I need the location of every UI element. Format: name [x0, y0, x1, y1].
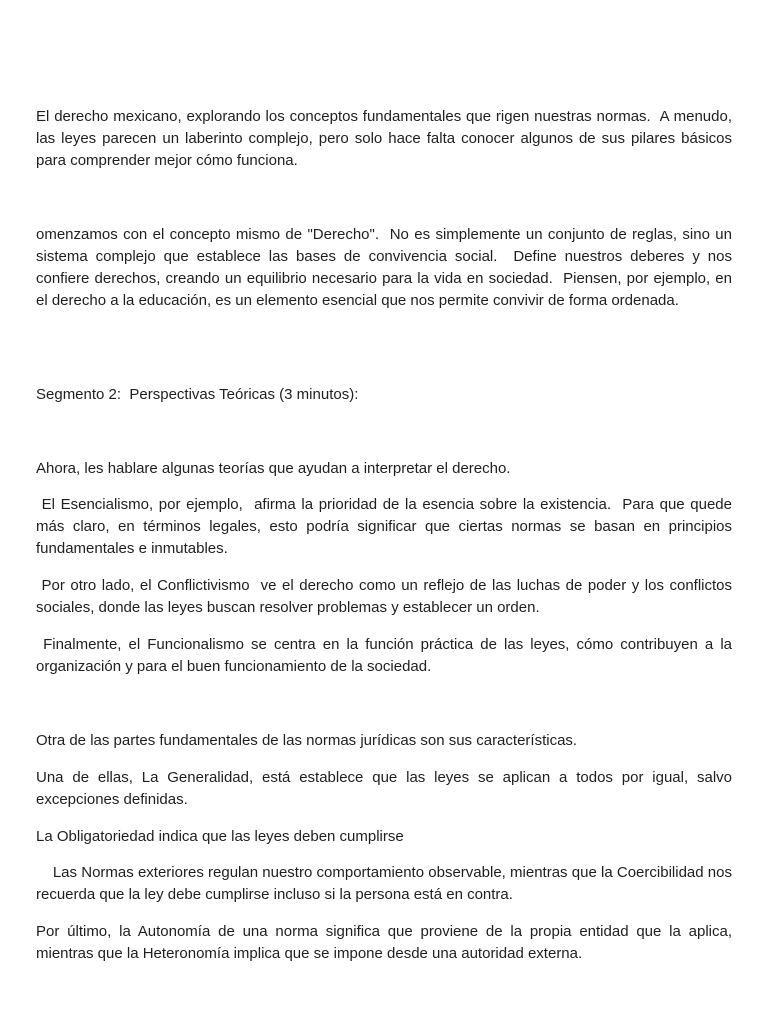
paragraph-conflictivismo: Por otro lado, el Conflictivismo ve el derecho como un reflejo de las luchas de poder y los conflictos sociales, donde las leyes buscan resolver problemas y establecer un orden.: [36, 577, 737, 616]
paragraph-autonomia-heteronomia: Por último, la Autonomía de una norma significa que proviene de la propia entidad que la aplica, mientras que la Heteronomía implica que se impone desde una autoridad externa.: [36, 923, 737, 962]
paragraph-derecho-concept: omenzamos con el concepto mismo de "Derecho". No es simplemente un conjunto de reglas, sino un sistema complejo que establece las bases de convivencia social. Define nuestros deberes y nos confiere derechos, creando un equilibrio necesario para la vida en sociedad. Piensen, por ejemplo, en el derecho a la educación, es un elemento esencial que nos permite convivir de forma ordenada.: [36, 226, 737, 309]
paragraph-teorias-intro: Ahora, les hablare algunas teorías que ayudan a interpretar el derecho.: [36, 460, 511, 477]
paragraph-intro: El derecho mexicano, explorando los conceptos fundamentales que rigen nuestras normas. A menudo, las leyes parecen un laberinto complejo, pero solo hace falta conocer algunos de sus pilares básicos para comprender mejor cómo funciona.: [36, 108, 737, 169]
paragraph-obligatoriedad: La Obligatoriedad indica que las leyes deben cumplirse: [36, 828, 404, 845]
paragraph-funcionalismo: Finalmente, el Funcionalismo se centra en la función práctica de las leyes, cómo contribuyen a la organización y para el buen funcionamiento de la sociedad.: [36, 636, 737, 675]
paragraph-exterioridad-coercibilidad: Las Normas exteriores regulan nuestro comportamiento observable, mientras que la Coercibilidad nos recuerda que la ley debe cumplirse incluso si la persona está en contra.: [36, 864, 737, 903]
document-page: [36, 0, 737, 1024]
paragraph-esencialismo: El Esencialismo, por ejemplo, afirma la prioridad de la esencia sobre la existencia. Para que quede más claro, en términos legales, esto podría significar que ciertas normas se basan en principios fundamentales e inmutables.: [36, 496, 737, 557]
paragraph-caracteristicas: Otra de las partes fundamentales de las normas jurídicas son sus características.: [36, 732, 578, 749]
paragraph-generalidad: Una de ellas, La Generalidad, está establece que las leyes se aplican a todos por igual, salvo excepciones definidas.: [36, 769, 737, 808]
section-heading-segmento-2: Segmento 2: Perspectivas Teóricas (3 minutos):: [36, 386, 359, 403]
